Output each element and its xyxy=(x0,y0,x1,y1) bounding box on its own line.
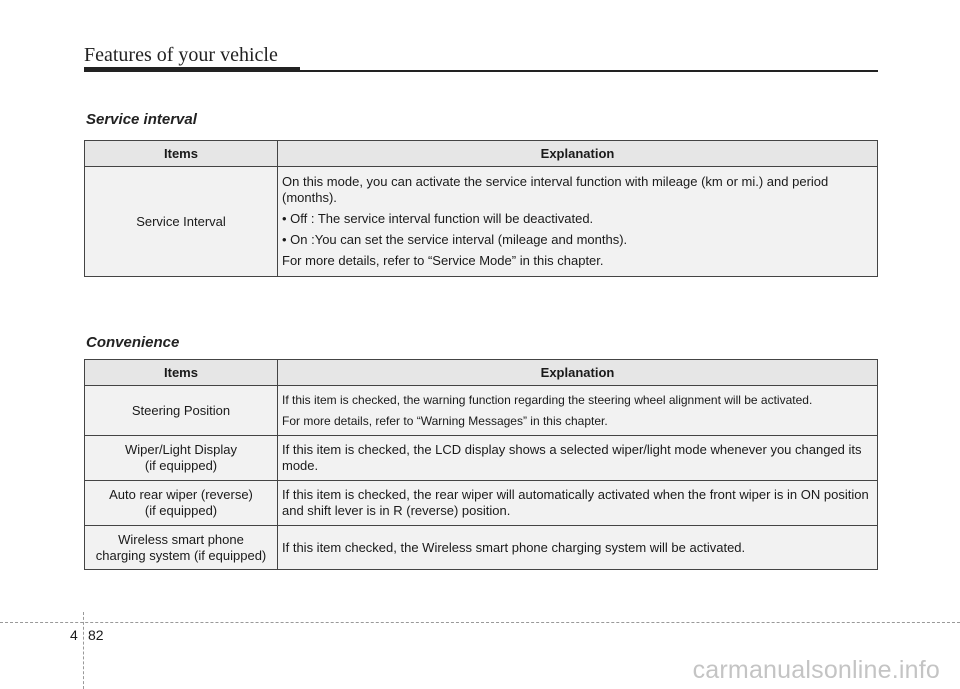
item-line: charging system (if equipped) xyxy=(95,547,267,563)
explanation-cell xyxy=(278,386,878,436)
header-rule-thin xyxy=(300,70,878,72)
page-number: 82 xyxy=(88,627,104,643)
item-line: (if equipped) xyxy=(144,503,218,518)
footer-divider xyxy=(83,612,84,689)
explanation-line: • On :You can set the service interval (mileage and months). xyxy=(282,232,628,247)
table-header-row xyxy=(85,360,878,386)
watermark: carmanualsonline.info xyxy=(692,656,940,684)
explanation-line: If this item is checked, the warning function regarding the steering wheel alignment will be activated. xyxy=(282,393,813,407)
table-row xyxy=(85,526,878,570)
item-line: Auto rear wiper (reverse) xyxy=(109,487,253,502)
table-row xyxy=(85,167,878,277)
explanation-cell xyxy=(278,436,878,481)
convenience-table xyxy=(84,359,878,570)
header-rule-thick xyxy=(84,67,300,72)
item-line: Steering Position xyxy=(131,402,231,418)
table-row xyxy=(85,386,878,436)
explanation-line: • Off : The service interval function will be deactivated. xyxy=(282,211,594,226)
table-header-row xyxy=(85,141,878,167)
explanation-cell xyxy=(278,167,878,277)
explanation-line: On this mode, you can activate the service interval function with mileage (km or mi.) and period (months). xyxy=(282,174,829,205)
item-cell xyxy=(85,436,278,481)
item-cell xyxy=(85,526,278,570)
column-header-explanation: Explanation xyxy=(278,360,878,386)
item-line: Wireless smart phone xyxy=(118,531,244,547)
explanation-line: If this item is checked, the rear wiper will automatically activated when the front wiper is in ON position and shift lever is in R (reverse) position. xyxy=(282,487,869,518)
explanation-line: For more details, refer to “Service Mode” in this chapter. xyxy=(282,253,604,268)
item-line: Wiper/Light Display xyxy=(125,442,237,457)
column-header-items: Items xyxy=(85,360,278,386)
item-line: (if equipped) xyxy=(144,458,218,473)
column-header-explanation: Explanation xyxy=(278,141,878,167)
convenience-heading: Convenience xyxy=(86,334,180,351)
column-header-items: Items xyxy=(85,141,278,167)
explanation-cell xyxy=(278,481,878,526)
table-row xyxy=(85,481,878,526)
service-interval-heading: Service interval xyxy=(86,111,197,128)
explanation-line: For more details, refer to “Warning Messages” in this chapter. xyxy=(282,414,608,428)
table-row xyxy=(85,436,878,481)
explanation-cell xyxy=(278,526,878,570)
service-interval-table xyxy=(84,140,878,277)
item-cell xyxy=(85,386,278,436)
explanation-line: If this item is checked, the LCD display shows a selected wiper/light mode whenever you changed its mode. xyxy=(282,442,862,473)
item-cell xyxy=(85,481,278,526)
page-header-title: Features of your vehicle xyxy=(84,44,278,66)
item-cell: Service Interval xyxy=(85,167,278,277)
footer-rule xyxy=(0,622,960,623)
chapter-number: 4 xyxy=(70,627,78,643)
explanation-line: If this item checked, the Wireless smart phone charging system will be activated. xyxy=(282,539,746,555)
